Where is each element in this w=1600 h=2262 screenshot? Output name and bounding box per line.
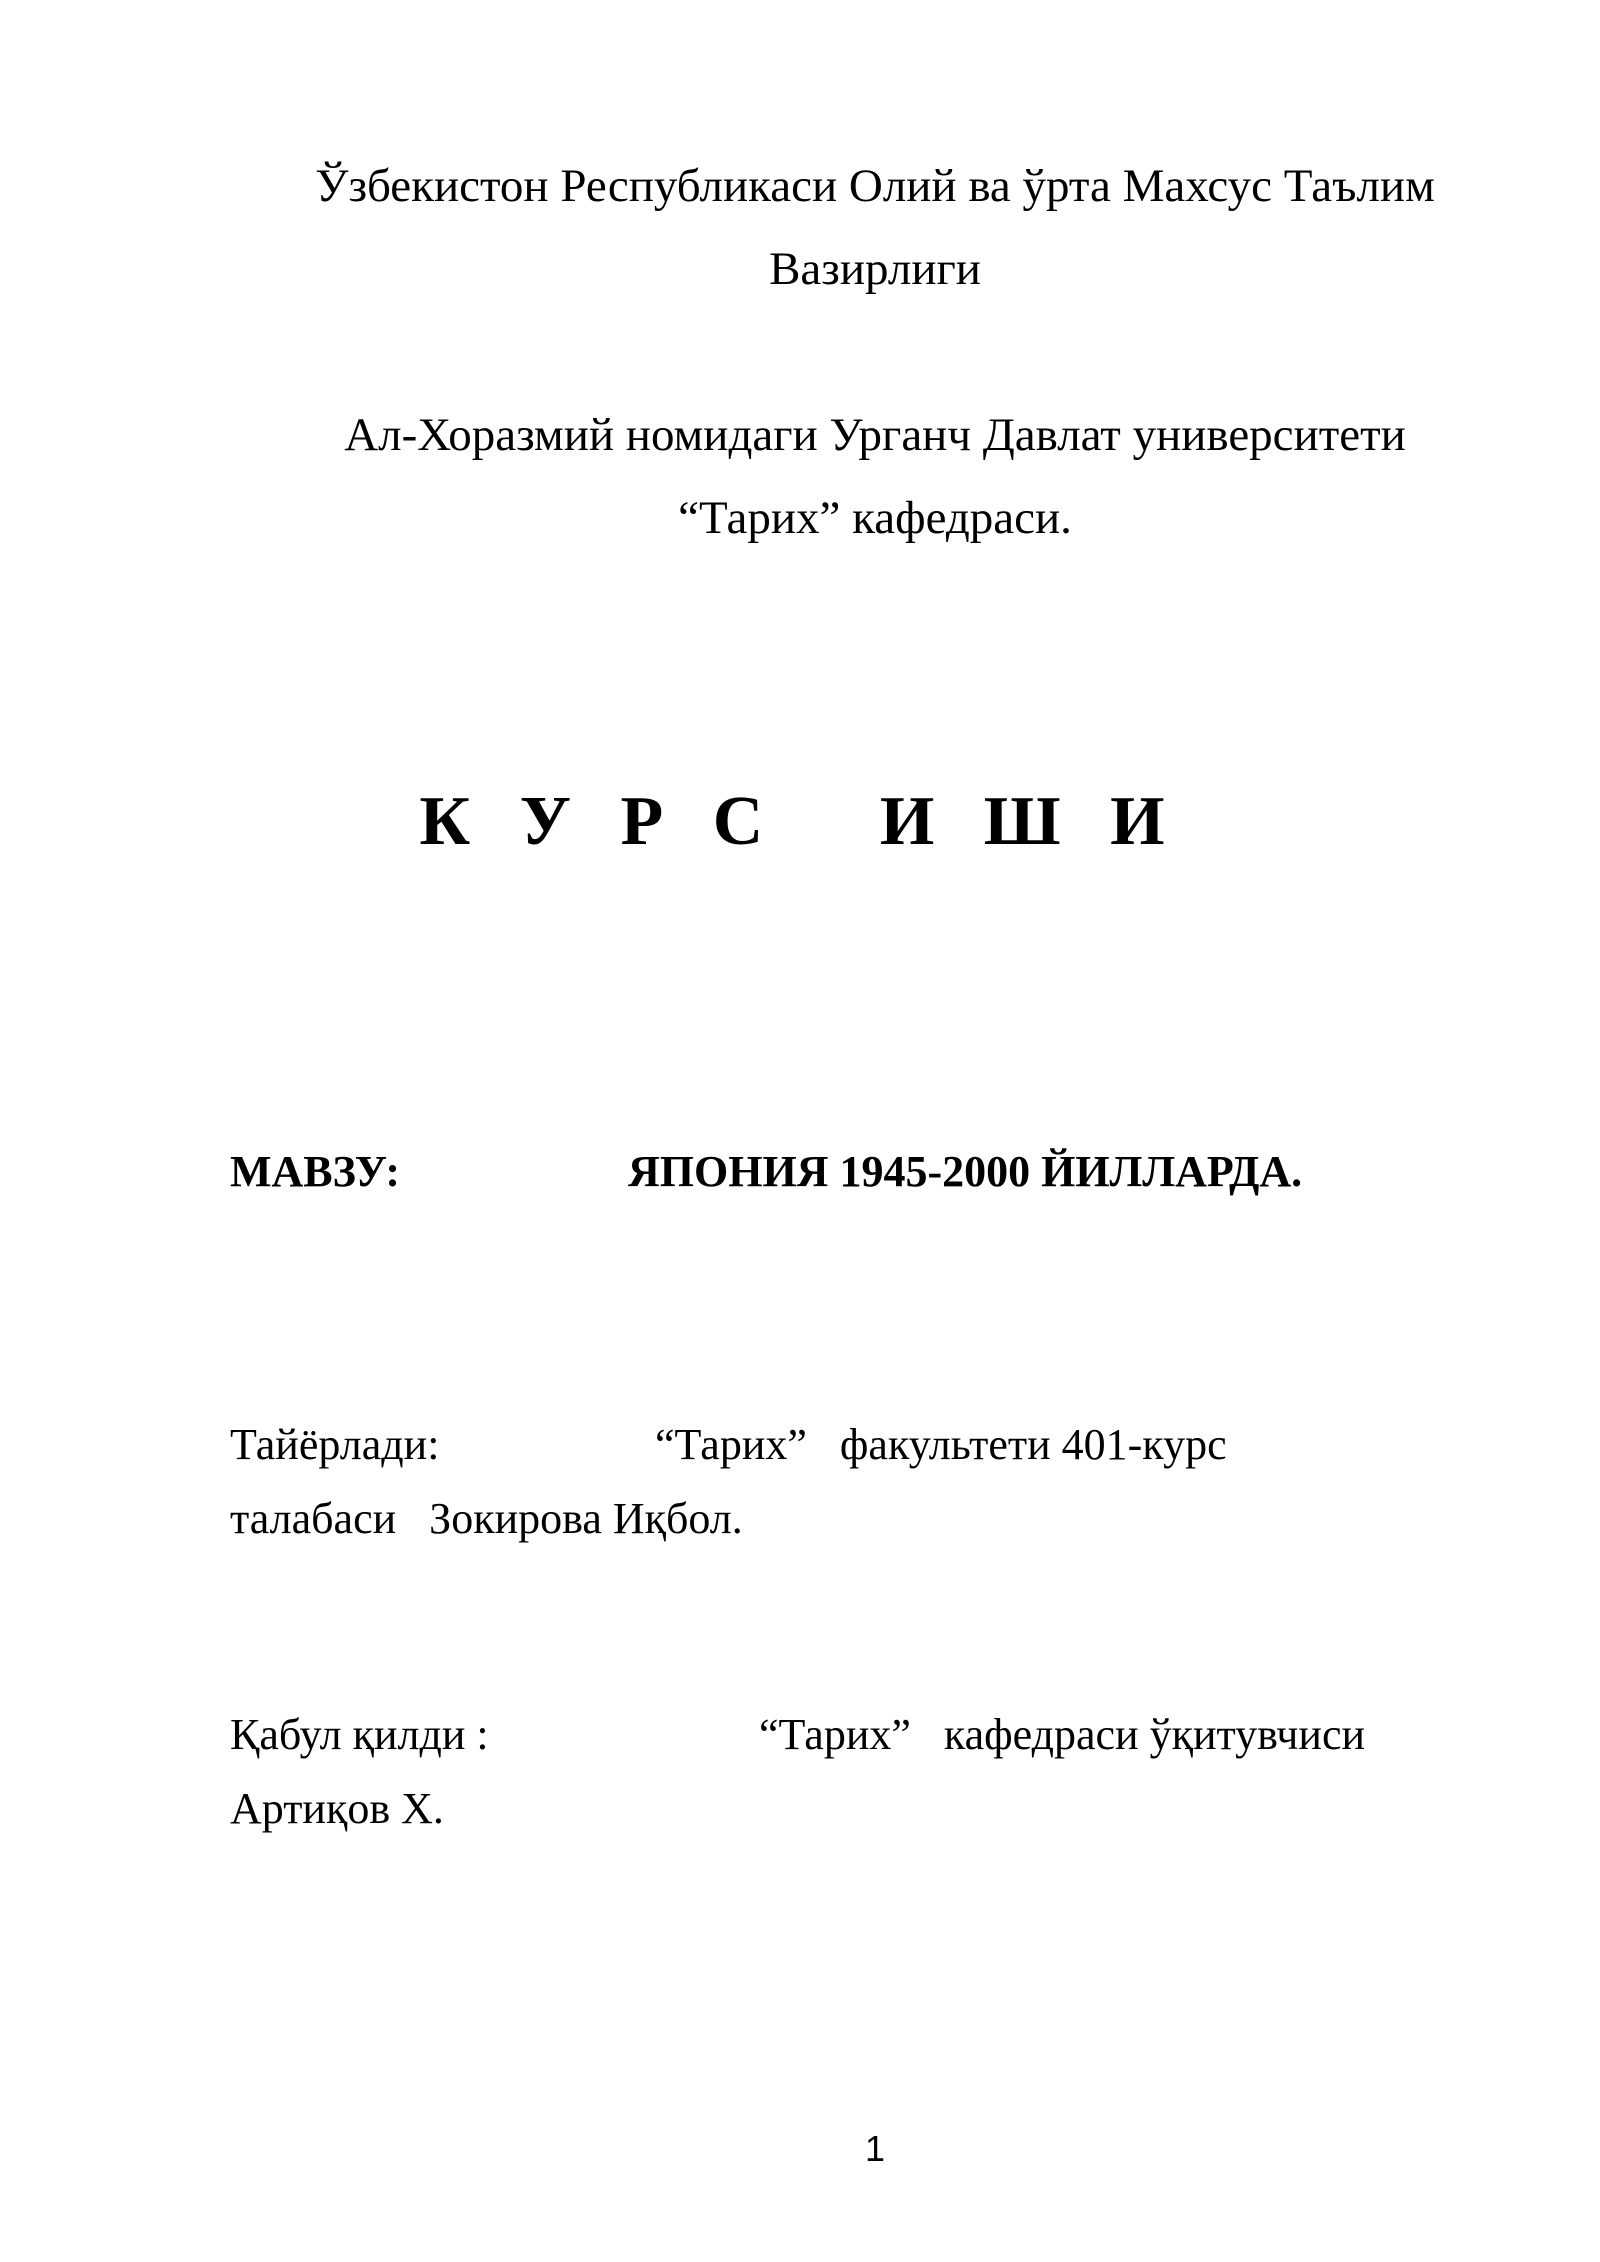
document-title: К У Р С И Ш И bbox=[419, 783, 1181, 860]
prepared-by-label: Тайёрлади: bbox=[230, 1420, 440, 1469]
prepared-by-value-line-2: талабаси Зокирова Иқбол. bbox=[230, 1494, 743, 1543]
ministry-line-2: Вазирлиги bbox=[769, 243, 981, 295]
page-number: 1 bbox=[864, 2128, 886, 2169]
accepted-by-label: Қабул қилди : bbox=[230, 1710, 489, 1759]
accepted-by-value-line-1: “Тарих” кафедраси ўқитувчиси bbox=[759, 1710, 1366, 1759]
topic-label: МАВЗУ: bbox=[230, 1147, 401, 1196]
ministry-line-1: Ўзбекистон Республикаси Олий ва ўрта Махсус Таълим bbox=[315, 160, 1435, 212]
university-line: Ал-Хоразмий номидаги Урганч Давлат университети bbox=[344, 409, 1406, 461]
department-line: “Тарих” кафедраси. bbox=[678, 492, 1072, 544]
accepted-by-value-line-2: Артиқов Х. bbox=[230, 1784, 444, 1833]
prepared-by-value-line-1: “Тарих” факультети 401-курс bbox=[655, 1420, 1227, 1469]
topic-value: ЯПОНИЯ 1945-2000 ЙИЛЛАРДА. bbox=[628, 1147, 1303, 1196]
